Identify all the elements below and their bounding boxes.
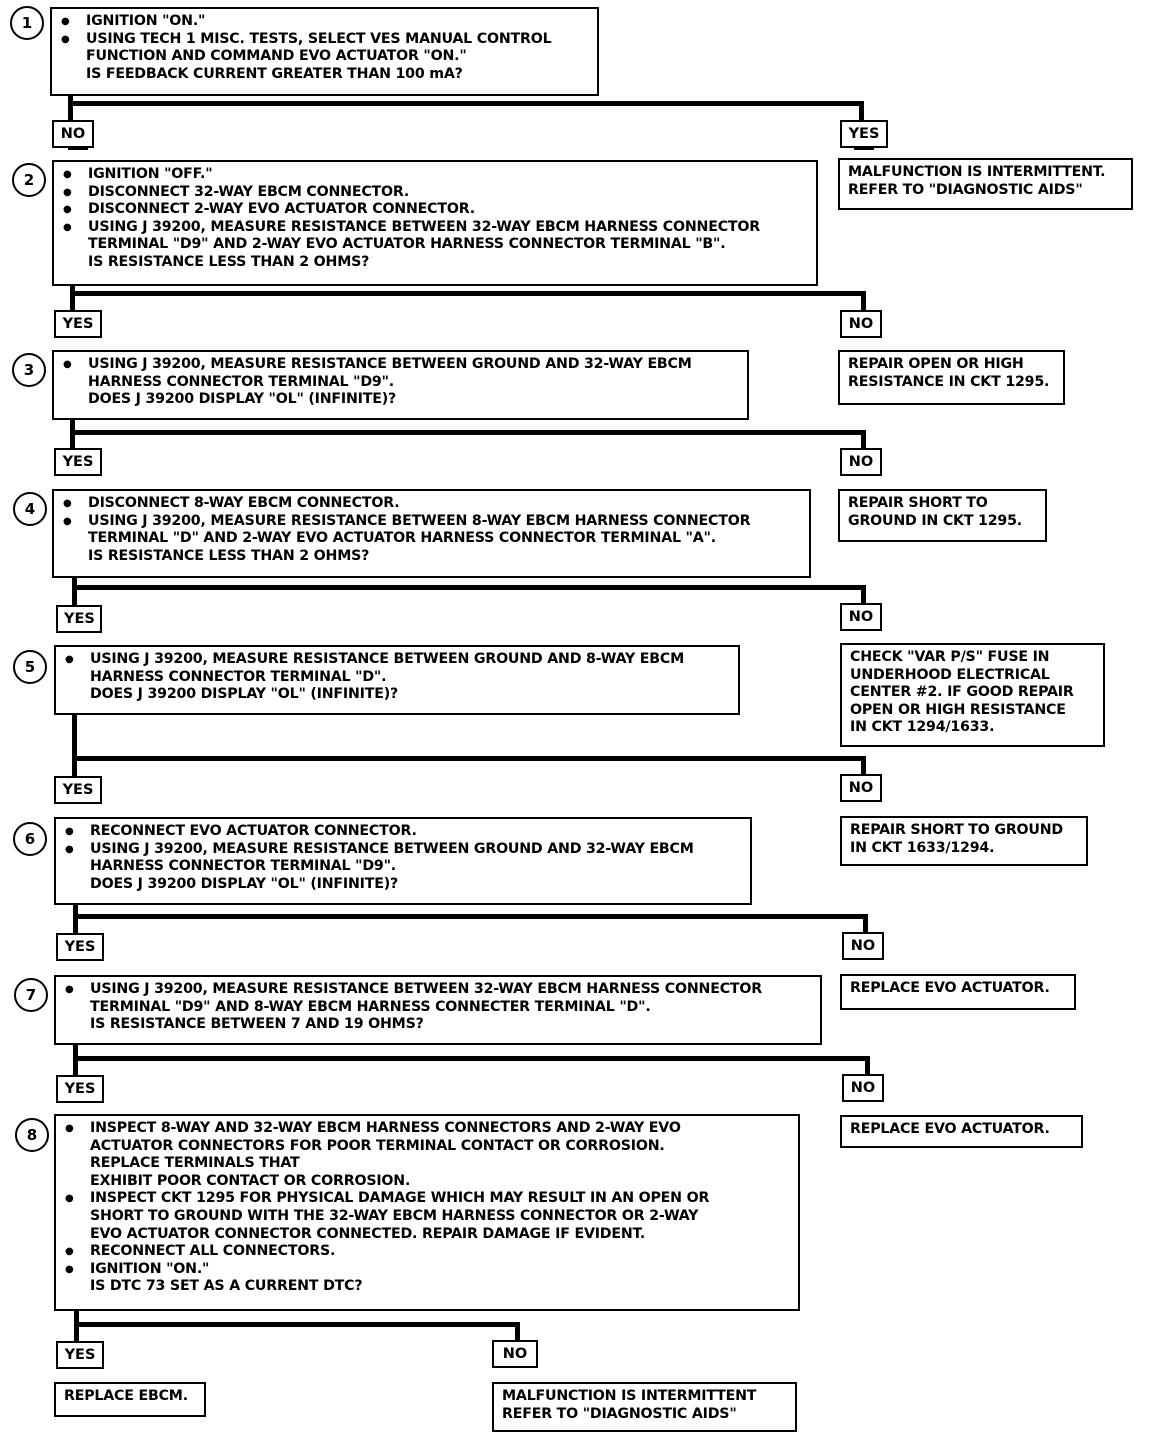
main-flow-line-5	[72, 714, 77, 776]
result-box-7	[840, 1115, 1083, 1148]
step-number-3: 3	[12, 353, 46, 387]
result-line: UNDERHOOD ELECTRICAL	[850, 666, 1050, 683]
branch-connector-1a	[68, 148, 88, 150]
step-6-line: HARNESS CONNECTOR TERMINAL "D9".	[90, 858, 396, 875]
step-5-line: ● USING J 39200, MEASURE RESISTANCE BETWEEN GROUND AND 8-WAY EBCM	[64, 651, 734, 669]
main-flow-line-1	[68, 95, 73, 120]
branch-drop-6	[863, 914, 868, 932]
no-label-5: NO	[840, 774, 882, 802]
result-line: REPAIR SHORT TO GROUND	[850, 822, 1063, 838]
step-2-line: ● DISCONNECT 32-WAY EBCM CONNECTOR.	[62, 184, 812, 202]
step-6-line: DOES J 39200 DISPLAY "OL" (INFINITE)?	[90, 875, 399, 892]
no-label-1: NO	[52, 120, 94, 148]
step-8-line: EVO ACTUATOR CONNECTOR CONNECTED. REPAIR DAMAGE IF EVIDENT.	[90, 1225, 646, 1242]
result-line: REFER TO "DIAGNOSTIC AIDS"	[848, 181, 1083, 198]
step-2-line: TERMINAL "D9" AND 2-WAY EVO ACTUATOR HARNESS CONNECTOR TERMINAL "B".	[88, 236, 726, 253]
step-6-box	[54, 817, 752, 905]
step-3-box	[52, 350, 749, 420]
step-4-box	[52, 489, 811, 578]
step-8-line: ACTUATOR CONNECTORS FOR POOR TERMINAL CONTACT OR CORROSION.	[90, 1137, 665, 1154]
step-8-line: ● IGNITION "ON."	[64, 1261, 794, 1279]
step-1-line: ● IGNITION "ON."	[60, 13, 593, 31]
step-2-line: ● USING J 39200, MEASURE RESISTANCE BETWEEN 32-WAY EBCM HARNESS CONNECTOR	[62, 219, 812, 237]
branch-line-2	[70, 291, 866, 296]
yes-label-5: YES	[54, 776, 102, 804]
branch-drop-1	[859, 101, 864, 120]
step-1-box	[50, 7, 599, 96]
step-number-5: 5	[13, 650, 47, 684]
result-line: REPAIR OPEN OR HIGH	[848, 356, 1024, 372]
result-line: REPLACE EVO ACTUATOR.	[850, 980, 1050, 996]
branch-drop-3	[861, 430, 866, 448]
step-8-line: ● INSPECT CKT 1295 FOR PHYSICAL DAMAGE WHICH MAY RESULT IN AN OPEN OR	[64, 1190, 794, 1208]
yes-label-1: YES	[840, 120, 888, 148]
step-4-line: ● DISCONNECT 8-WAY EBCM CONNECTOR.	[62, 495, 805, 513]
branch-drop-5	[861, 756, 866, 774]
step-5-line: DOES J 39200 DISPLAY "OL" (INFINITE)?	[90, 686, 399, 703]
step-1-line: ● USING TECH 1 MISC. TESTS, SELECT VES MANUAL CONTROL	[60, 31, 593, 49]
result-box-1	[838, 158, 1133, 210]
step-8-line: SHORT TO GROUND WITH THE 32-WAY EBCM HARNESS CONNECTOR OR 2-WAY	[90, 1207, 699, 1224]
result-line: REPLACE EBCM.	[64, 1388, 188, 1404]
result-line: REFER TO "DIAGNOSTIC AIDS"	[502, 1405, 737, 1422]
result-box-3	[838, 489, 1047, 542]
no-label-8: NO	[492, 1340, 538, 1368]
step-6-line: ● USING J 39200, MEASURE RESISTANCE BETWEEN GROUND AND 32-WAY EBCM	[64, 841, 746, 859]
result-line: IN CKT 1633/1294.	[850, 839, 995, 856]
step-3-line: DOES J 39200 DISPLAY "OL" (INFINITE)?	[88, 391, 397, 408]
step-3-line: HARNESS CONNECTOR TERMINAL "D9".	[88, 373, 394, 390]
result-box-8-yes	[54, 1382, 206, 1417]
no-label-6: NO	[842, 932, 884, 960]
no-label-3: NO	[840, 448, 882, 476]
result-line: CHECK "VAR P/S" FUSE IN	[850, 649, 1050, 665]
step-7-line: ● USING J 39200, MEASURE RESISTANCE BETWEEN 32-WAY EBCM HARNESS CONNECTOR	[64, 981, 816, 999]
yes-label-3: YES	[54, 448, 102, 476]
result-box-6	[840, 974, 1076, 1010]
step-4-line: TERMINAL "D" AND 2-WAY EVO ACTUATOR HARNESS CONNECTOR TERMINAL "A".	[88, 530, 716, 547]
result-line: RESISTANCE IN CKT 1295.	[848, 373, 1050, 390]
result-box-5	[840, 816, 1088, 866]
result-line: REPLACE EVO ACTUATOR.	[850, 1121, 1050, 1137]
result-box-4	[840, 643, 1105, 747]
step-number-2: 2	[12, 163, 46, 197]
step-8-line: REPLACE TERMINALS THAT	[90, 1155, 300, 1172]
step-number-8: 8	[15, 1118, 49, 1152]
yes-label-4: YES	[56, 605, 102, 633]
step-8-box	[54, 1114, 800, 1311]
result-line: REPAIR SHORT TO	[848, 495, 988, 511]
branch-drop-8	[515, 1322, 520, 1340]
branch-drop-4	[861, 585, 866, 603]
step-8-line: IS DTC 73 SET AS A CURRENT DTC?	[90, 1278, 363, 1295]
step-1-line: FUNCTION AND COMMAND EVO ACTUATOR "ON."	[86, 48, 467, 65]
yes-label-8: YES	[56, 1341, 104, 1369]
step-number-4: 4	[13, 492, 47, 526]
no-label-7: NO	[842, 1074, 884, 1102]
step-2-line: ● DISCONNECT 2-WAY EVO ACTUATOR CONNECTOR.	[62, 201, 812, 219]
result-line: CENTER #2. IF GOOD REPAIR	[850, 684, 1074, 701]
branch-drop-7	[865, 1056, 870, 1074]
no-label-2: NO	[840, 310, 882, 338]
step-5-box	[54, 645, 740, 715]
step-3-line: ● USING J 39200, MEASURE RESISTANCE BETWEEN GROUND AND 32-WAY EBCM	[62, 356, 743, 374]
step-number-7: 7	[14, 978, 48, 1012]
result-line: OPEN OR HIGH RESISTANCE	[850, 701, 1066, 718]
no-label-4: NO	[840, 603, 882, 631]
step-5-line: HARNESS CONNECTOR TERMINAL "D".	[90, 668, 387, 685]
branch-line-1	[68, 101, 864, 106]
yes-label-2: YES	[54, 310, 102, 338]
step-7-line: TERMINAL "D9" AND 8-WAY EBCM HARNESS CONNECTER TERMINAL "D".	[90, 998, 651, 1015]
step-4-line: ● USING J 39200, MEASURE RESISTANCE BETWEEN 8-WAY EBCM HARNESS CONNECTOR	[62, 513, 805, 531]
branch-drop-2	[861, 291, 866, 310]
step-8-line: ● INSPECT 8-WAY AND 32-WAY EBCM HARNESS CONNECTORS AND 2-WAY EVO	[64, 1120, 794, 1138]
main-flow-line-2	[70, 285, 75, 310]
yes-label-6: YES	[56, 933, 104, 961]
branch-line-8	[74, 1322, 520, 1327]
step-7-line: IS RESISTANCE BETWEEN 7 AND 19 OHMS?	[90, 1016, 424, 1033]
result-line: IN CKT 1294/1633.	[850, 719, 995, 736]
result-box-2	[838, 350, 1065, 405]
step-8-line: EXHIBIT POOR CONTACT OR CORROSION.	[90, 1172, 411, 1189]
step-8-line: ● RECONNECT ALL CONNECTORS.	[64, 1243, 794, 1261]
result-box-8-no	[492, 1382, 797, 1432]
yes-label-7: YES	[56, 1075, 104, 1103]
step-2-line: ● IGNITION "OFF."	[62, 166, 812, 184]
branch-line-5	[72, 756, 866, 761]
step-7-box	[54, 975, 822, 1045]
result-line: MALFUNCTION IS INTERMITTENT.	[848, 164, 1106, 180]
branch-line-7	[73, 1056, 870, 1061]
result-line: GROUND IN CKT 1295.	[848, 512, 1022, 529]
branch-line-6	[73, 914, 868, 919]
step-1-line: IS FEEDBACK CURRENT GREATER THAN 100 mA?	[86, 65, 463, 82]
branch-line-3	[70, 430, 866, 435]
step-2-box	[52, 160, 818, 286]
branch-connector-1b	[854, 148, 874, 150]
step-number-1: 1	[10, 6, 44, 40]
step-number-6: 6	[13, 822, 47, 856]
step-4-line: IS RESISTANCE LESS THAN 2 OHMS?	[88, 547, 370, 564]
step-2-line: IS RESISTANCE LESS THAN 2 OHMS?	[88, 253, 370, 270]
step-6-line: ● RECONNECT EVO ACTUATOR CONNECTOR.	[64, 823, 746, 841]
main-flow-line-4	[72, 577, 77, 605]
branch-line-4	[72, 585, 866, 590]
result-line: MALFUNCTION IS INTERMITTENT	[502, 1388, 757, 1404]
